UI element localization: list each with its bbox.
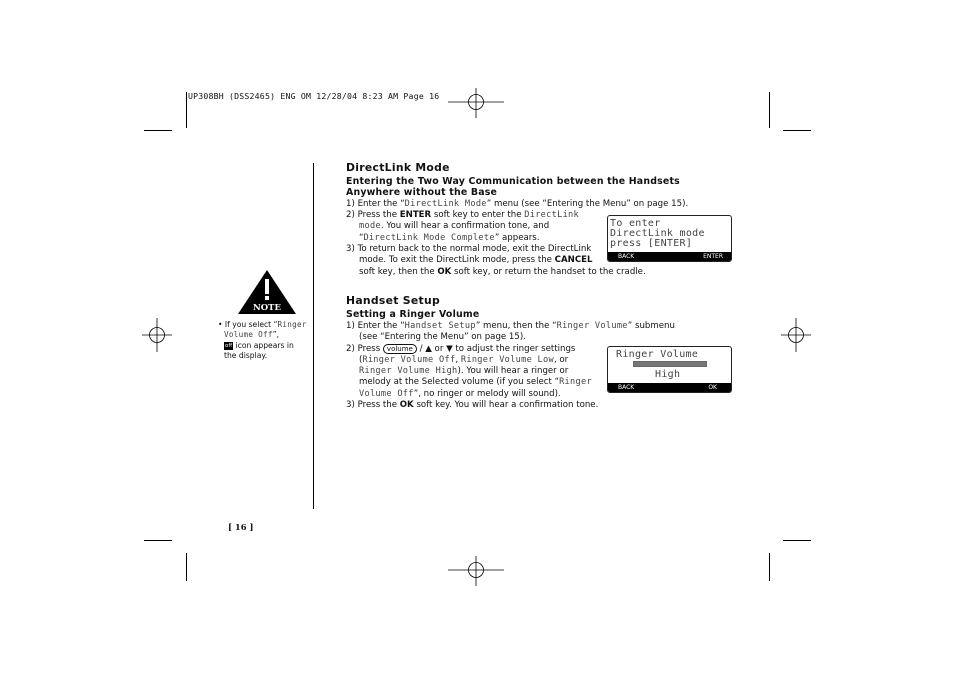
crop-mark <box>783 130 811 131</box>
crop-mark <box>186 553 187 581</box>
handset-step-3: 3) Press the OK soft key. You will hear a confirmation tone. <box>346 400 599 410</box>
lcd-line-1: To enter <box>610 218 661 229</box>
note-icon-label: NOTE <box>253 303 281 313</box>
registration-mark-bottom <box>448 556 504 586</box>
section-title-handset: Handset Setup <box>346 294 440 307</box>
directlink-step-1: 1) Enter the “DirectLink Mode” menu (see “Entering the Menu” on page 15). <box>346 199 689 209</box>
softkey-enter[interactable]: ENTER <box>703 253 723 260</box>
directlink-step-3-cont: mode. To exit the DirectLink mode, press the CANCEL <box>359 255 593 265</box>
lcd-screen-ringer <box>607 346 732 393</box>
crop-mark <box>769 553 770 581</box>
crop-mark <box>186 92 187 128</box>
note-mono: Ringer <box>277 320 307 329</box>
registration-mark-left <box>142 318 172 352</box>
directlink-step-2: 2) Press the ENTER soft key to enter the DirectLink <box>346 210 579 220</box>
note-text: ”, <box>272 330 280 339</box>
lcd-line-3: press [ENTER] <box>610 238 693 249</box>
volume-level-fill <box>634 362 706 366</box>
directlink-step-2-cont: mode. You will hear a confirmation tone, and <box>359 221 550 231</box>
directlink-step-3: 3) To return back to the normal mode, exit the DirectLink <box>346 244 592 254</box>
softkey-ok[interactable]: OK <box>708 384 717 391</box>
subtitle-line2: Anywhere without the Base <box>346 187 498 198</box>
warning-triangle-icon <box>236 268 298 316</box>
registration-mark-top <box>448 88 504 118</box>
note-bullet: • <box>218 320 223 329</box>
column-rule <box>313 163 314 509</box>
handset-step-2-cont: Ringer Volume High). You will hear a ringer or <box>359 366 569 376</box>
lcd-line-2: High <box>655 369 681 380</box>
page-number: [ 16 ] <box>228 522 254 532</box>
handset-step-2-cont: Volume Off”, no ringer or melody will sound). <box>359 389 561 399</box>
note-text: If you select “ <box>224 320 278 329</box>
note-text: the display. <box>224 351 268 360</box>
subtitle-line1: Entering the Two Way Communication between the Handsets <box>346 176 680 187</box>
handset-step-1: 1) Enter the “Handset Setup” menu, then the “Ringer Volume” submenu <box>346 321 675 331</box>
crop-mark <box>783 540 811 541</box>
directlink-step-2-cont: “DirectLink Mode Complete” appears. <box>359 233 540 243</box>
handset-step-2: 2) Press volume / ▲ or ▼ to adjust the ringer settings <box>346 344 576 354</box>
lcd-line-1: Ringer Volume <box>616 349 699 360</box>
registration-mark-right <box>781 318 811 352</box>
lcd-line-2: DirectLink mode <box>610 228 705 239</box>
note-mono: Volume Off <box>224 330 273 339</box>
section-title-directlink: DirectLink Mode <box>346 161 450 174</box>
subtitle-ringer-volume: Setting a Ringer Volume <box>346 309 480 320</box>
volume-level-track <box>633 361 707 367</box>
handset-step-2-cont: (Ringer Volume Off, Ringer Volume Low, or <box>359 355 569 365</box>
ringer-off-icon: off <box>225 343 233 349</box>
crop-mark <box>144 130 172 131</box>
softkey-back[interactable]: BACK <box>618 253 635 260</box>
crop-mark <box>769 92 770 128</box>
handset-step-2-cont: melody at the Selected volume (if you select “Ringer <box>359 377 592 387</box>
lcd-screen-directlink <box>607 215 732 262</box>
volume-key-icon: volume <box>383 344 417 354</box>
note-text: icon appears in <box>235 341 294 350</box>
handset-step-1-cont: (see “Entering the Menu” on page 15). <box>359 332 526 342</box>
crop-mark <box>144 540 172 541</box>
directlink-step-3-cont: soft key, then the OK soft key, or return the handset to the cradle. <box>359 267 646 277</box>
print-slug: UP308BH (DSS2465) ENG OM 12/28/04 8:23 AM Page 16 <box>188 91 440 101</box>
softkey-back[interactable]: BACK <box>618 384 635 391</box>
